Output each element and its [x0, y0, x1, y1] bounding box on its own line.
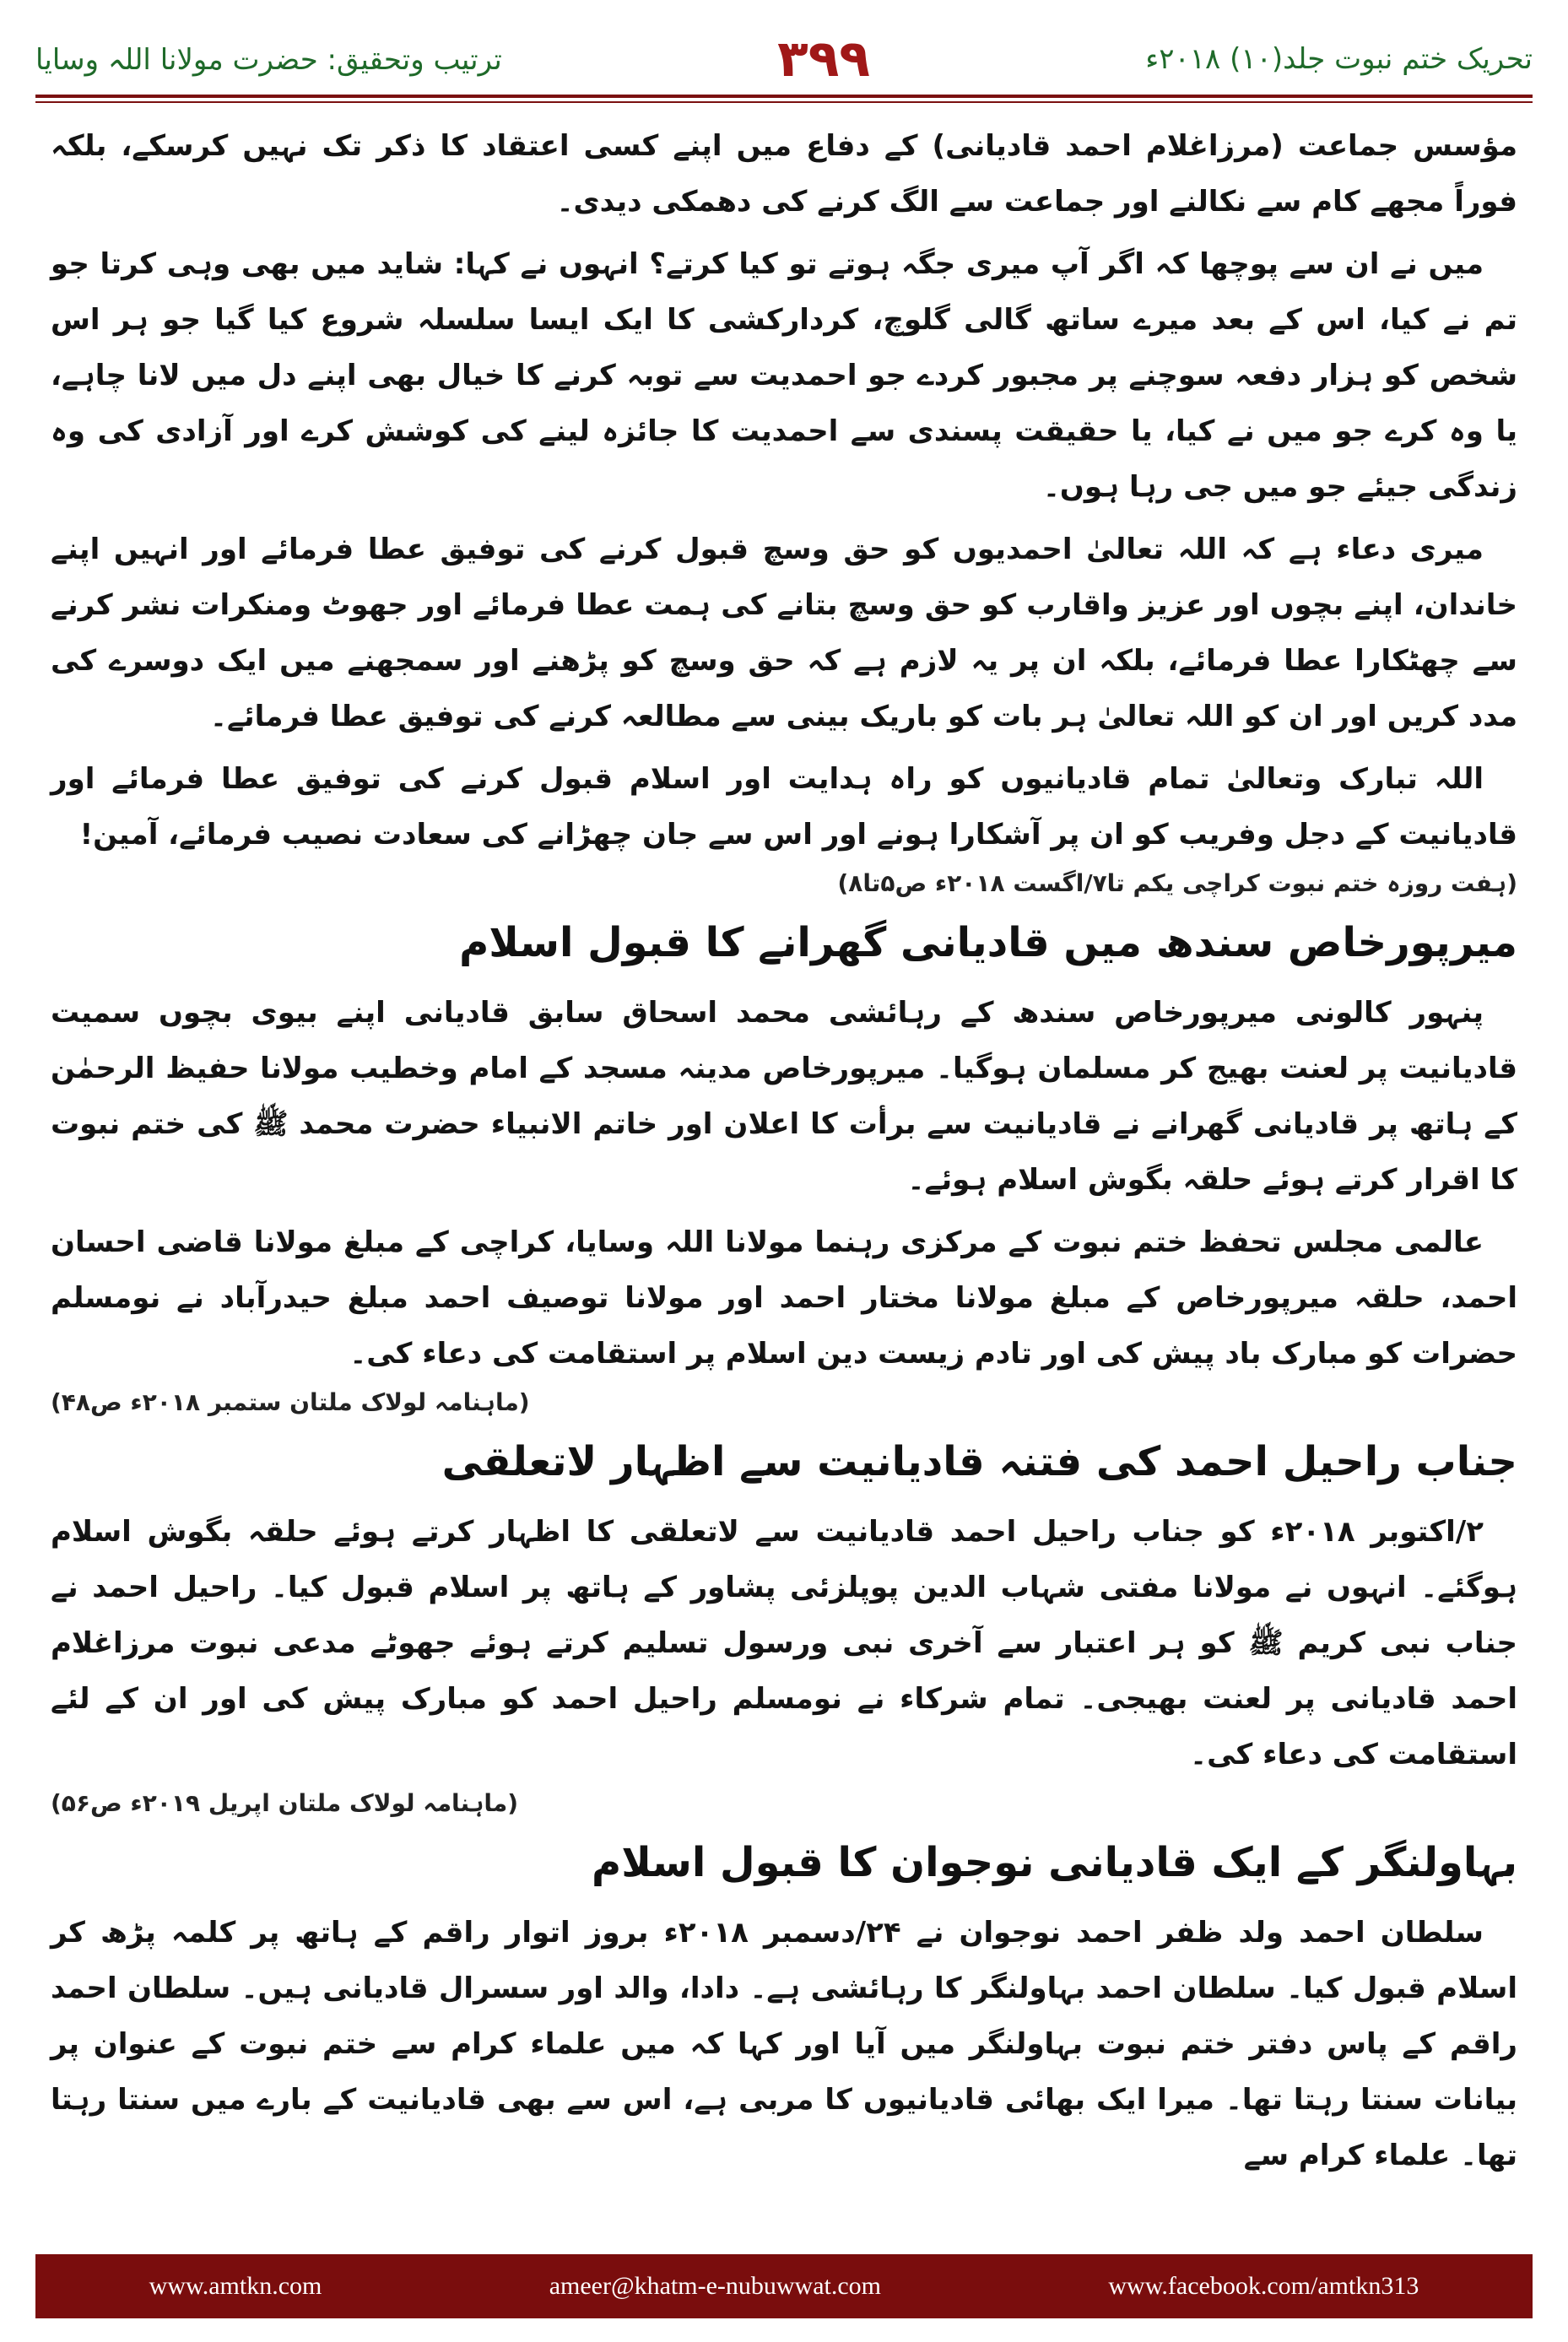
section-heading: بہاولنگر کے ایک قادیانی نوجوان کا قبول اسلام — [592, 1839, 1517, 1886]
citation: (ماہنامہ لولاک ملتان ستمبر ۲۰۱۸ء ص۴۸) — [51, 1388, 530, 1416]
paragraph: پنہور کالونی میرپورخاص سندھ کے رہائشی محمد اسحاق سابق قادیانی اپنے بیوی بچوں سمیت قادیانیت پر لعنت بھیج کر مسلمان ہوگیا۔ میرپورخاص مدینہ مسجد کے امام وخطیب مولانا حفیظ الرحمٰن کے ہاتھ پر قادیانی گھرانے نے قادیانیت سے برأت کا اعلان اور خاتم الانبیاء حضرت محمد ﷺ کی ختم نبوت کا اقرار کرتے ہوئے حلقہ بگوش اسلام ہوئے۔ — [51, 996, 1517, 1197]
section-heading: میرپورخاص سندھ میں قادیانی گھرانے کا قبول اسلام — [459, 919, 1517, 966]
section-heading: جناب راحیل احمد کی فتنہ قادیانیت سے اظہار لاتعلقی — [441, 1438, 1517, 1485]
paragraph: سلطان احمد ولد ظفر احمد نوجوان نے ۲۴/دسمبر ۲۰۱۸ء بروز اتوار راقم کے ہاتھ پر کلمہ پڑھ کر اسلام قبول کیا۔ سلطان احمد بہاولنگر کا رہائشی ہے۔ دادا، والد اور سسرال قادیانی ہیں۔ سلطان احمد راقم کے پاس دفتر ختم نبوت بہاولنگر میں آیا اور کہا کہ میں علماء کرام سے ختم نبوت کے عنوان پر بیانات سنتا رہتا تھا۔ میرا ایک بھائی قادیانیوں کا مربی ہے، اس سے بھی قادیانیت کے بارے میں سنتا رہتا تھا۔ علماء کرام سے — [51, 1916, 1517, 2172]
citation-row — [51, 1789, 1517, 1817]
page-body — [51, 118, 1517, 2173]
citation-row — [51, 869, 1517, 897]
header-rule — [35, 95, 1533, 98]
facebook-link[interactable]: www.facebook.com/amtkn313 — [1108, 2272, 1419, 2300]
volume-title: تحریک ختم نبوت جلد(۱۰) ۲۰۱۸ء — [1145, 42, 1533, 76]
paragraph: ۲/اکتوبر ۲۰۱۸ء کو جناب راحیل احمد قادیانیت سے لاتعلقی کا اظہار کرتے ہوئے حلقہ بگوش اسلام ہوگئے۔ انہوں نے مولانا مفتی شہاب الدین پوپلزئی پشاور کے ہاتھ پر اسلام قبول کیا۔ راحیل احمد نے جناب نبی کریم ﷺ کو ہر اعتبار سے آخری نبی ورسول تسلیم کرتے ہوئے جھوٹے مدعی نبوت مرزاغلام احمد قادیانی پر لعنت بھیجی۔ تمام شرکاء نے نومسلم راحیل احمد کو مبارک پیش کی اور ان کے لئے استقامت کی دعاء کی۔ — [51, 1515, 1517, 1771]
website-link[interactable]: www.amtkn.com — [149, 2272, 322, 2300]
paragraph: عالمی مجلس تحفظ ختم نبوت کے مرکزی رہنما مولانا اللہ وسایا، کراچی کے مبلغ مولانا قاضی احسان احمد، حلقہ میرپورخاص کے مبلغ مولانا مختار احمد اور مولانا توصیف احمد مبلغ حیدرآباد نے نومسلم حضرات کو مبارک باد پیش کی اور تادم زیست دین اسلام پر استقامت کی دعاء کی۔ — [51, 1225, 1517, 1371]
paragraph: میری دعاء ہے کہ اللہ تعالیٰ احمدیوں کو حق وسچ قبول کرنے کی توفیق عطا فرمائے اور انہیں اپنے خاندان، اپنے بچوں اور عزیز واقارب کو حق وسچ بتانے کی ہمت عطا فرمائے اور جھوٹ ومنکرات نشر کرنے سے چھٹکارا عطا فرمائے، بلکہ ان پر یہ لازم ہے کہ حق وسچ کو پڑھنے اور سمجھنے میں ایک دوسرے کی مدد کریں اور ان کو اللہ تعالیٰ ہر بات کو باریک بینی سے مطالعہ کرنے کی توفیق عطا فرمائے۔ — [51, 533, 1517, 733]
citation-row — [51, 1388, 1517, 1416]
paragraph: اللہ تبارک وتعالیٰ تمام قادیانیوں کو راہ ہدایت اور اسلام قبول کرنے کی توفیق عطا فرمائے اور قادیانیت کے دجل وفریب کو ان پر آشکارا ہونے اور اس سے جان چھڑانے کی سعادت نصیب فرمائے، آمین! — [51, 762, 1517, 852]
page-header — [35, 25, 1533, 93]
citation: (ہفت روزہ ختم نبوت کراچی یکم تا۷/اگست ۲۰۱۸ء ص۵تا۸) — [837, 869, 1517, 897]
email-link[interactable]: ameer@khatm-e-nubuwwat.com — [549, 2272, 882, 2300]
header-rule-thin — [35, 101, 1533, 103]
book-title: ترتیب وتحقیق: حضرت مولانا اللہ وسایا — [35, 42, 502, 77]
citation: (ماہنامہ لولاک ملتان اپریل ۲۰۱۹ء ص۵۶) — [51, 1789, 519, 1817]
paragraph: میں نے ان سے پوچھا کہ اگر آپ میری جگہ ہوتے تو کیا کرتے؟ انہوں نے کہا: شاید میں بھی وہی کرتا جو تم نے کیا، اس کے بعد میرے ساتھ گالی گلوچ، کردارکشی کا ایک ایسا سلسلہ شروع کیا گیا جو ہر اس شخص کو ہزار دفعہ سوچنے پر مجبور کردے جو احمدیت سے توبہ کرنے کا خیال بھی اپنے دل میں لانا چاہے، یا وہ کرے جو میں نے کیا، یا حقیقت پسندی سے احمدیت کا جائزہ لینے کی کوشش کرے اور آزادی کی وہ زندگی جیئے جو میں جی رہا ہوں۔ — [51, 247, 1517, 504]
page-footer — [35, 2254, 1533, 2318]
paragraph: مؤسس جماعت (مرزاغلام احمد قادیانی) کے دفاع میں اپنے کسی اعتقاد کا ذکر تک نہیں کرسکے، بلکہ فوراً مجھے کام سے نکالنے اور جماعت سے الگ کرنے کی دھمکی دیدی۔ — [51, 129, 1517, 219]
page-number: ۳۹۹ — [777, 30, 870, 89]
